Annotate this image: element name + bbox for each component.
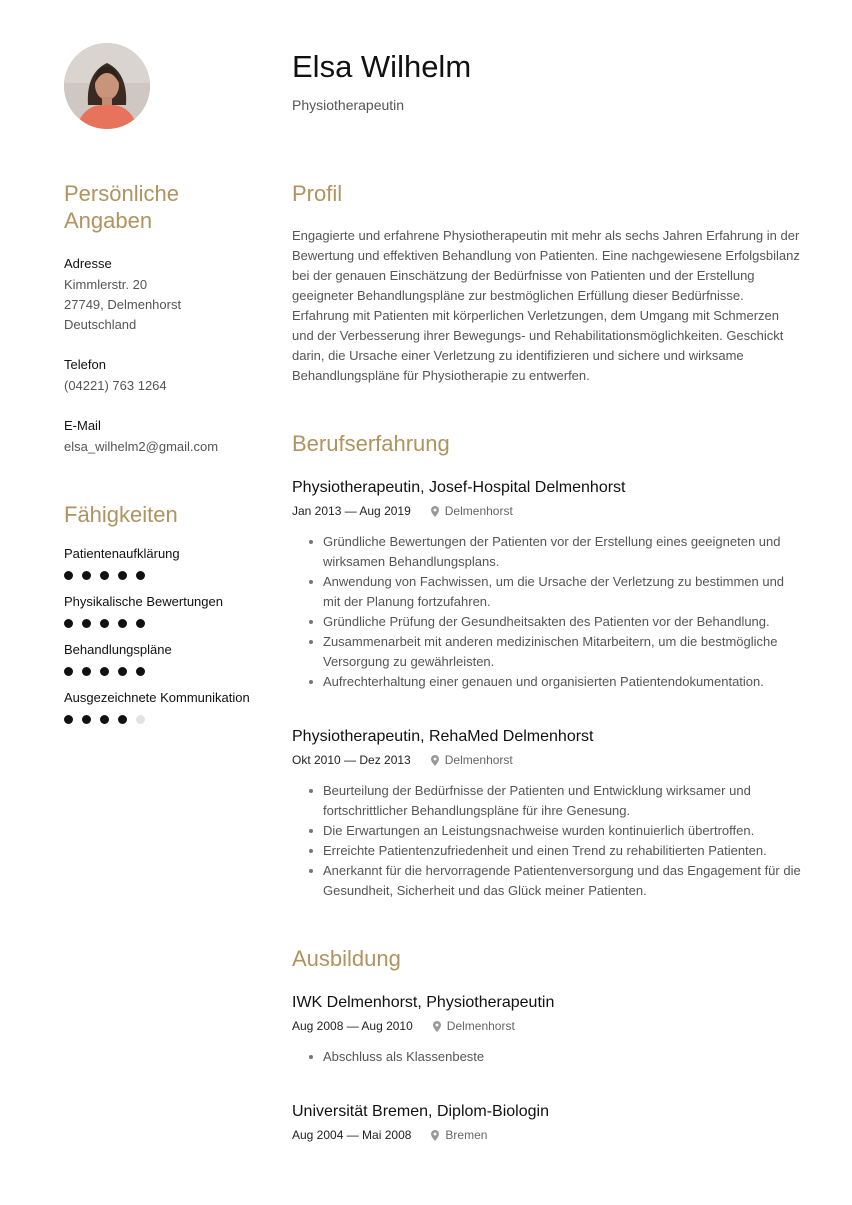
bullet-item: Gründliche Prüfung der Gesundheitsakten des Patienten vor der Behandlung. bbox=[292, 612, 802, 632]
entry-meta bbox=[292, 753, 802, 767]
location-pin-icon bbox=[433, 1021, 441, 1032]
bullet-item: Abschluss als Klassenbeste bbox=[292, 1047, 802, 1067]
rating-dot-filled bbox=[100, 667, 109, 676]
skill-rating bbox=[64, 715, 254, 724]
rating-dot-filled bbox=[136, 571, 145, 580]
entry-location bbox=[431, 504, 513, 518]
experience-entry bbox=[292, 728, 802, 901]
entry-meta bbox=[292, 504, 802, 518]
entry-dates: Okt 2010 — Dez 2013 bbox=[292, 753, 411, 767]
rating-dot-filled bbox=[136, 619, 145, 628]
address-label: Adresse bbox=[64, 256, 112, 271]
experience-list bbox=[292, 479, 802, 901]
rating-dot-filled bbox=[82, 667, 91, 676]
education-list bbox=[292, 994, 802, 1142]
entry-location bbox=[431, 1128, 487, 1142]
location-pin-icon bbox=[431, 506, 439, 517]
rating-dot-filled bbox=[64, 667, 73, 676]
rating-dot-filled bbox=[118, 667, 127, 676]
skill-name: Behandlungspläne bbox=[64, 642, 172, 657]
bullet-item: Aufrechterhaltung einer genauen und organisierten Patientendokumentation. bbox=[292, 672, 802, 692]
main-content bbox=[292, 180, 802, 1142]
entry-title: IWK Delmenhorst, Physiotherapeutin bbox=[292, 994, 555, 1011]
rating-dot-empty bbox=[136, 715, 145, 724]
entry-title: Universität Bremen, Diplom-Biologin bbox=[292, 1103, 549, 1120]
rating-dot-filled bbox=[118, 571, 127, 580]
entry-location-text: Delmenhorst bbox=[444, 753, 513, 767]
bullet-item: Erreichte Patientenzufriedenheit und einen Trend zu rehabilitierten Patienten. bbox=[292, 841, 802, 861]
rating-dot-filled bbox=[82, 571, 91, 580]
entry-title: Physiotherapeutin, Josef-Hospital Delmenhorst bbox=[292, 479, 626, 496]
bullet-item: Die Erwartungen an Leistungsnachweise wurden kontinuierlich übertroffen. bbox=[292, 821, 802, 841]
experience-entry bbox=[292, 479, 802, 692]
address-line: Kimmlerstr. 20 bbox=[64, 277, 148, 292]
entry-meta bbox=[292, 1128, 802, 1142]
entry-location bbox=[431, 753, 513, 767]
bullet-item: Gründliche Bewertungen der Patienten vor der Erstellung eines geeigneten und wirksamen Behandlungsplans. bbox=[292, 532, 802, 572]
candidate-name: Elsa Wilhelm bbox=[292, 49, 472, 84]
education-entry bbox=[292, 994, 802, 1067]
education-entry bbox=[292, 1103, 802, 1142]
rating-dot-filled bbox=[118, 715, 127, 724]
skills-heading: Fähigkeiten bbox=[64, 502, 178, 527]
entry-location bbox=[433, 1019, 515, 1033]
phone-value: (04221) 763 1264 bbox=[64, 378, 167, 393]
entry-location-text: Delmenhorst bbox=[446, 1019, 515, 1033]
portrait-image bbox=[64, 43, 150, 129]
rating-dot-filled bbox=[100, 571, 109, 580]
skills-list bbox=[64, 546, 254, 724]
entry-title: Physiotherapeutin, RehaMed Delmenhorst bbox=[292, 728, 594, 745]
entry-dates: Aug 2004 — Mai 2008 bbox=[292, 1128, 412, 1142]
address-value bbox=[64, 275, 254, 335]
profile-summary: Engagierte und erfahrene Physiotherapeutin mit mehr als sechs Jahren Erfahrung in der Bewertung und effektiven Behandlung von Patienten. Eine nachgewiesene Erfolgsbilanz bei der genauen Einschätzung der Bedürfnisse von Patienten und der Erstellung geeigneter Behandlungspläne zur bestmöglichen Erfüllung dieser Bedürfnisse. Erfahrung mit Patienten mit körperlichen Verletzungen, dem Umgang mit Schmerzen und der Verbesserung ihrer Bewegungs- und Rehabilitationsmöglichkeiten. Geschickt darin, die Ursache einer Verletzung zu identifizieren und sichere und wirksame Behandlungspläne für Physiotherapie zu entwerfen. bbox=[292, 228, 800, 383]
bullet-item: Anwendung von Fachwissen, um die Ursache der Verletzung zu bestimmen und mit der Planung fortzufahren. bbox=[292, 572, 802, 612]
rating-dot-filled bbox=[82, 619, 91, 628]
skill-name: Patientenaufklärung bbox=[64, 546, 180, 561]
experience-heading: Berufserfahrung bbox=[292, 431, 450, 456]
bullet-item: Beurteilung der Bedürfnisse der Patienten und Entwicklung wirksamer und fortschrittlicher Behandlungspläne für ihre Genesung. bbox=[292, 781, 802, 821]
rating-dot-filled bbox=[82, 715, 91, 724]
entry-bullets bbox=[292, 781, 802, 901]
personal-info-heading: Persönliche Angaben bbox=[64, 181, 179, 233]
rating-dot-filled bbox=[100, 619, 109, 628]
entry-bullets bbox=[292, 1047, 802, 1067]
skill-rating bbox=[64, 667, 254, 676]
profile-heading: Profil bbox=[292, 181, 343, 206]
education-heading: Ausbildung bbox=[292, 946, 401, 971]
entry-location-text: Bremen bbox=[445, 1128, 488, 1142]
entry-dates: Jan 2013 — Aug 2019 bbox=[292, 504, 411, 518]
bullet-item: Anerkannt für die hervorragende Patientenversorgung und das Engagement für die Gesundheit, Sicherheit und das Glück meiner Patienten. bbox=[292, 861, 802, 901]
entry-meta bbox=[292, 1019, 802, 1033]
skill-name: Physikalische Bewertungen bbox=[64, 594, 223, 609]
rating-dot-filled bbox=[100, 715, 109, 724]
sidebar bbox=[64, 180, 254, 724]
entry-bullets bbox=[292, 532, 802, 692]
skill-name: Ausgezeichnete Kommunikation bbox=[64, 690, 250, 705]
location-pin-icon bbox=[431, 1130, 439, 1141]
candidate-title: Physiotherapeutin bbox=[292, 97, 405, 113]
email-value: elsa_wilhelm2@gmail.com bbox=[64, 439, 219, 454]
address-line: 27749, Delmenhorst bbox=[64, 297, 182, 312]
location-pin-icon bbox=[431, 755, 439, 766]
rating-dot-filled bbox=[64, 571, 73, 580]
rating-dot-filled bbox=[136, 667, 145, 676]
phone-label: Telefon bbox=[64, 357, 106, 372]
address-line: Deutschland bbox=[64, 317, 137, 332]
entry-dates: Aug 2008 — Aug 2010 bbox=[292, 1019, 413, 1033]
profile-photo bbox=[64, 43, 150, 129]
rating-dot-filled bbox=[118, 619, 127, 628]
rating-dot-filled bbox=[64, 715, 73, 724]
rating-dot-filled bbox=[64, 619, 73, 628]
bullet-item: Zusammenarbeit mit anderen medizinischen Mitarbeitern, um die bestmögliche Versorgung zu gewährleisten. bbox=[292, 632, 802, 672]
email-label: E-Mail bbox=[64, 418, 101, 433]
skill-rating bbox=[64, 571, 254, 580]
entry-location-text: Delmenhorst bbox=[444, 504, 513, 518]
skill-rating bbox=[64, 619, 254, 628]
